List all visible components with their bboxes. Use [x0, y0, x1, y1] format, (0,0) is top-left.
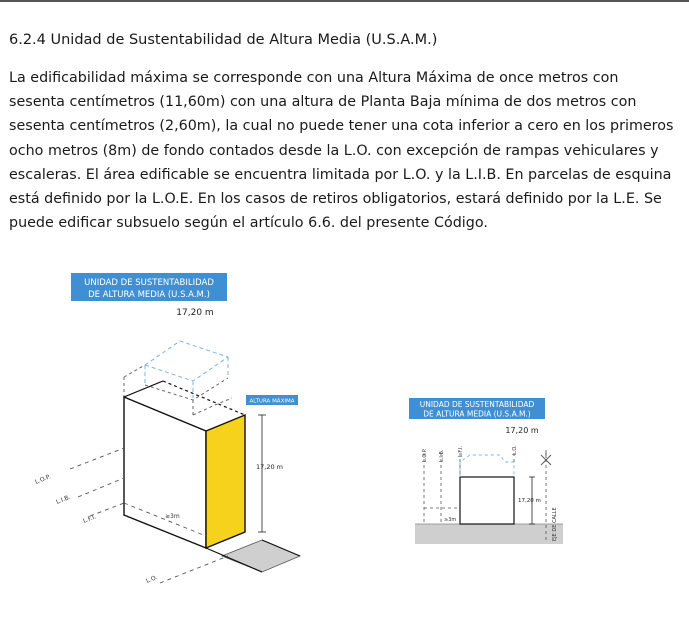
section-title: 6.2.4 Unidad de Sustentabilidad de Altura Media (U.S.A.M.) — [9, 32, 438, 48]
height-label-small: 17,20 m — [505, 426, 539, 435]
section-dimension-label: 17,20 m — [518, 498, 541, 504]
sidewalk — [222, 540, 300, 572]
paragraph-line: sesenta centímetros (2,60m), la cual no puede tener una cota inferior a cero en los primeros — [9, 118, 674, 135]
depth-label: ≥3m — [165, 513, 180, 520]
line-label-lib: L.I.B. — [55, 493, 72, 506]
paragraph-line: sesenta centímetros (11,60m) con una altura de Planta Baja mínima de dos metros con — [9, 94, 637, 111]
height-dimension — [258, 415, 266, 532]
section-label-lfi: L.F.I. — [458, 445, 464, 457]
badge-small-line-2: DE ALTURA MEDIA (U.S.A.M.) — [423, 409, 531, 419]
top-divider — [0, 0, 689, 2]
street-axis-label: EJE DE CALLE — [552, 507, 558, 541]
line-label-lop: L.O.P. — [34, 473, 52, 486]
section-label-lo: L.O. — [512, 445, 518, 455]
badge-line-2: DE ALTURA MEDIA (U.S.A.M.) — [88, 290, 210, 300]
section-label-lib: L.I.B. — [439, 449, 445, 462]
upper-volume-outline — [145, 341, 228, 398]
street-axis-icon — [541, 450, 551, 465]
section-depth-label: ≥3m — [444, 517, 457, 523]
usam-figure — [0, 250, 689, 624]
max-height-tag-text: ALTURA MÁXIMA — [249, 398, 295, 405]
section-label-lop: L.O.P. — [422, 448, 428, 462]
paragraph-line: está definido por la L.O.E. En los casos de retiros obligatorios, estará definido por la L.E. Se — [9, 191, 662, 208]
axonometric-diagram — [34, 273, 300, 585]
height-dimension-label: 17,20 m — [256, 463, 284, 471]
building-section — [460, 477, 514, 524]
height-label: 17,20 m — [176, 308, 214, 318]
paragraph-line: ocho metros (8m) de fondo contados desde la L.O. con excepción de rampas vehiculares y — [9, 142, 659, 159]
building-side-face — [124, 397, 206, 548]
paragraph-line: escaleras. El área edificable se encuentra limitada por L.O. y la L.I.B. En parcelas de esquina — [9, 166, 672, 183]
max-height-facade — [206, 415, 245, 548]
ground-band — [415, 524, 563, 544]
paragraph-line: La edificabilidad máxima se corresponde con una Altura Máxima de once metros con — [9, 70, 619, 86]
badge-line-1: UNIDAD DE SUSTENTABILIDAD — [84, 278, 214, 288]
section-envelope — [460, 455, 514, 477]
body-paragraph — [9, 66, 681, 235]
paragraph-line: puede edificar subsuelo según el artículo 6.6. del presente Código. — [9, 215, 488, 232]
badge-small-line-1: UNIDAD DE SUSTENTABILIDAD — [419, 400, 535, 409]
line-label-lfi: L.F.I. — [82, 513, 98, 525]
line-label-lo: L.O. — [145, 574, 159, 585]
section-diagram — [409, 398, 563, 544]
